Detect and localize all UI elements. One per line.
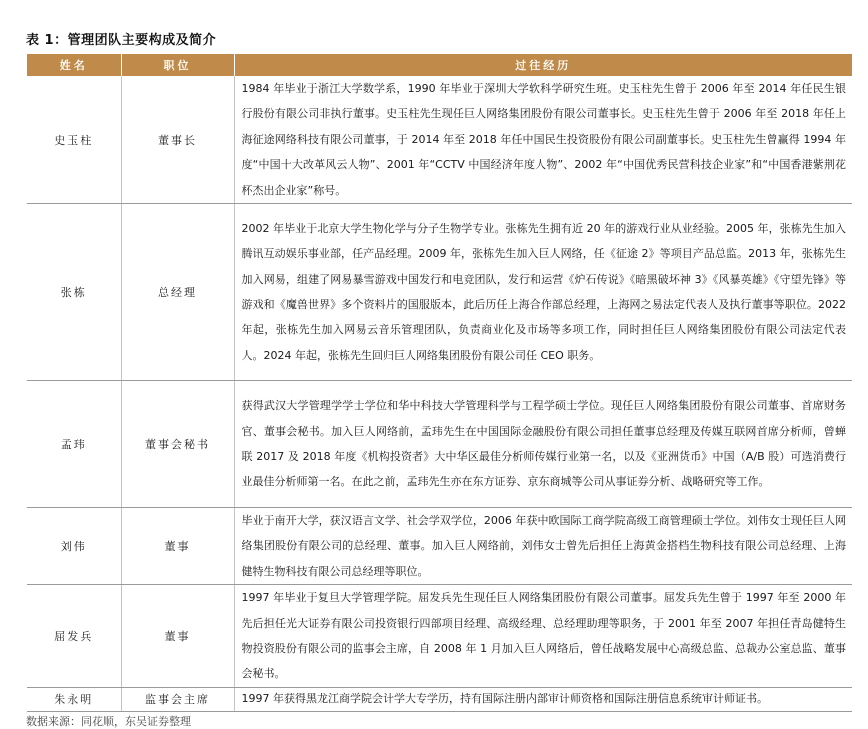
member-position: 董事 xyxy=(121,508,234,585)
member-name: 孟玮 xyxy=(27,381,121,508)
member-experience: 获得武汉大学管理学学士学位和华中科技大学管理科学与工程学硕士学位。现任巨人网络集团股份有限公司董事、首席财务官、董事会秘书。加入巨人网络前，孟玮先生在中国国际金融股份有限公司担任董事总经理及传媒互联网首席分析师，曾蝉联 2017 及 2018 年度《机构投资者》大中华区最佳分析师传媒行业第一名，以及《亚洲货币》中国（A/B 股）可选消费行业最佳分析师第一名。在此之前，孟玮先生亦在东方证券、京东商城等公司从事证券分析、战略研究等工作。 xyxy=(234,381,852,508)
member-name: 朱永明 xyxy=(27,687,121,711)
member-position: 董事 xyxy=(121,585,234,688)
table-row xyxy=(27,585,852,688)
member-name: 史玉柱 xyxy=(27,76,121,204)
table-row xyxy=(27,204,852,381)
member-position: 董事长 xyxy=(121,76,234,204)
member-position: 监事会主席 xyxy=(121,687,234,711)
table-row xyxy=(27,508,852,585)
member-experience: 毕业于南开大学，获汉语言文学、社会学双学位，2006 年获中欧国际工商学院高级工商管理硕士学位。刘伟女士现任巨人网络集团股份有限公司的总经理、董事。加入巨人网络前，刘伟女士曾先后担任上海黄金搭档生物科技有限公司总经理、上海健特生物科技有限公司总经理等职位。 xyxy=(234,508,852,585)
member-experience: 2002 年毕业于北京大学生物化学与分子生物学专业。张栋先生拥有近 20 年的游戏行业从业经验。2005 年，张栋先生加入腾讯互动娱乐事业部，任产品经理。2009 年，张栋先生加入巨人网络，任《征途 2》等项目产品总监。2013 年，张栋先生加入网易，组建了网易暴雪游戏中国发行和电竞团队，发行和运营《炉石传说》《暗黑破坏神 3》《风暴英雄》《守望先锋》等游戏和《魔兽世界》多个资料片的国服版本，此后历任上海合作部总经理，上海网之易法定代表人及执行董事等职位。2022 年起，张栋先生加入网易云音乐管理团队，负责商业化及市场等多项工作，同时担任巨人网络集团股份有限公司法定代表人。2024 年起，张栋先生回归巨人网络集团股份有限公司任 CEO 职务。 xyxy=(234,204,852,381)
header-name: 姓名 xyxy=(27,54,121,76)
table-row xyxy=(27,687,852,711)
member-position: 总经理 xyxy=(121,204,234,381)
source-note: 数据来源：同花顺，东吴证券整理 xyxy=(26,715,191,728)
header-experience: 过往经历 xyxy=(234,54,852,76)
management-team-table xyxy=(27,54,852,712)
header-position: 职位 xyxy=(121,54,234,76)
member-name: 张栋 xyxy=(27,204,121,381)
member-position: 董事会秘书 xyxy=(121,381,234,508)
member-name: 屈发兵 xyxy=(27,585,121,688)
member-experience: 1997 年获得黑龙江商学院会计学大专学历，持有国际注册内部审计师资格和国际注册信息系统审计师证书。 xyxy=(234,687,852,711)
page-title: 表 1：管理团队主要构成及简介 xyxy=(26,33,217,48)
table-row xyxy=(27,76,852,204)
table-row xyxy=(27,381,852,508)
member-experience: 1997 年毕业于复旦大学管理学院。屈发兵先生现任巨人网络集团股份有限公司董事。屈发兵先生曾于 1997 年至 2000 年先后担任光大证券有限公司投资银行四部项目经理、高级经理、总经理助理等职务，于 2001 年至 2007 年担任青岛健特生物投资股份有限公司的监事会主席，自 2008 年 1 月加入巨人网络后，曾任战略发展中心高级总监、总裁办公室总监、董事会秘书。 xyxy=(234,585,852,688)
member-name: 刘伟 xyxy=(27,508,121,585)
table-header-row xyxy=(27,54,852,76)
member-experience: 1984 年毕业于浙江大学数学系，1990 年毕业于深圳大学软科学研究生班。史玉柱先生曾于 2006 年至 2014 年任民生银行股份有限公司非执行董事。史玉柱先生现任巨人网络集团股份有限公司董事长。史玉柱先生曾于 2006 年至 2018 年任上海征途网络科技有限公司董事，于 2014 年至 2018 年任中国民生投资股份有限公司副董事长。史玉柱先生曾赢得 1994 年度“中国十大改革风云人物”、2001 年“CCTV 中国经济年度人物”、2002 年“中国优秀民营科技企业家”和“中国香港紫荆花杯杰出企业家”称号。 xyxy=(234,76,852,204)
